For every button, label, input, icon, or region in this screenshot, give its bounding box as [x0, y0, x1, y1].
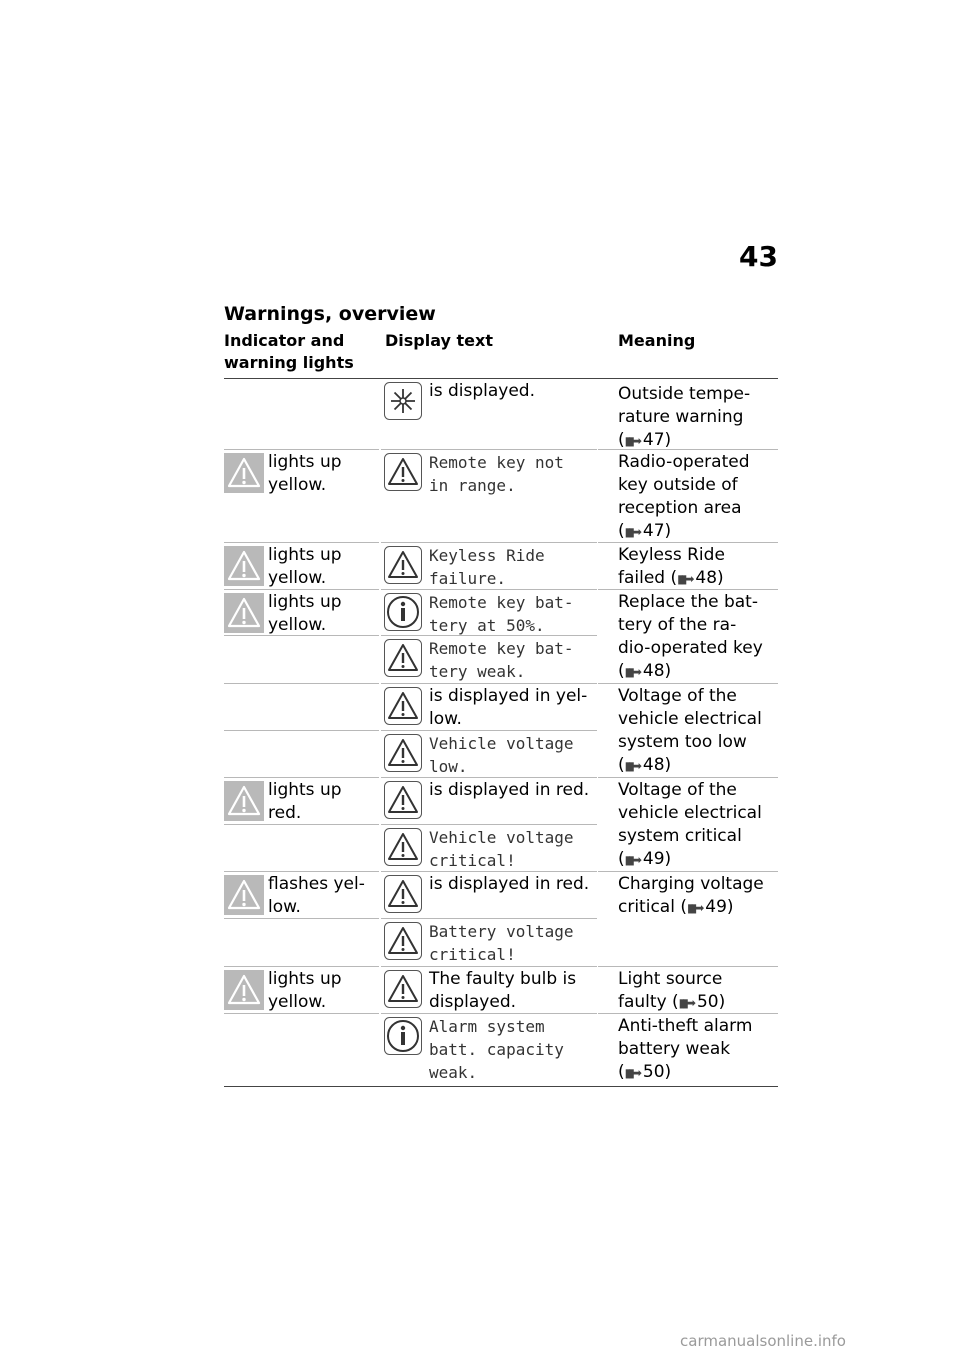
row-separator: [224, 777, 379, 778]
indicator-line: yellow.: [268, 615, 327, 635]
page-ref-arrow-icon: ▮▮➡: [624, 759, 639, 773]
meaning-text: [618, 383, 750, 453]
display-line: critical!: [429, 851, 516, 870]
meaning-line: failed (▮▮➡ 48): [618, 568, 724, 588]
display-line: batt. capacity: [429, 1040, 564, 1059]
meaning-line: Voltage of the: [618, 686, 737, 706]
warning-triangle-icon: [384, 875, 422, 913]
warning-triangle-icon: [384, 546, 422, 584]
row-separator: [381, 635, 597, 636]
row-separator: [381, 589, 597, 590]
row-separator: [381, 1013, 597, 1014]
page-ref-arrow-icon: ▮▮➡: [624, 434, 639, 448]
meaning-text: [618, 1015, 752, 1085]
page-ref-arrow-icon: ▮▮➡: [677, 572, 692, 586]
row-separator: [598, 449, 778, 450]
meaning-line: critical (▮▮➡ 49): [618, 897, 734, 917]
warning-light-icon: [224, 970, 262, 1008]
meaning-line: Radio-operated: [618, 452, 750, 472]
row-separator: [381, 730, 597, 731]
meaning-line: (▮▮➡ 49): [618, 849, 672, 869]
row-separator: [224, 871, 379, 872]
warning-triangle-icon: [384, 922, 422, 960]
display-line: Remote key bat-: [429, 639, 574, 658]
header-indicator-line1: Indicator and: [224, 331, 345, 350]
row-separator: [224, 824, 379, 825]
page-ref-arrow-icon: ▮▮➡: [624, 525, 639, 539]
display-line: tery weak.: [429, 662, 526, 681]
indicator-text: [268, 451, 342, 497]
row-separator: [598, 1013, 778, 1014]
header-display-text: Display text: [385, 331, 493, 350]
warning-triangle-icon: [384, 970, 422, 1008]
indicator-text: [268, 544, 342, 590]
display-line: tery at 50%.: [429, 616, 545, 635]
row-separator: [381, 918, 597, 919]
meaning-line: vehicle electrical: [618, 709, 762, 729]
meaning-line: system critical: [618, 826, 742, 846]
meaning-text: [618, 451, 750, 544]
meaning-line: tery of the ra-: [618, 615, 737, 635]
indicator-line: low.: [268, 897, 301, 917]
indicator-text: [268, 968, 342, 1014]
warning-triangle-icon: [384, 453, 422, 491]
meaning-line: (▮▮➡ 47): [618, 430, 672, 450]
meaning-line: Charging voltage: [618, 874, 764, 894]
meaning-line: (▮▮➡ 47): [618, 521, 672, 541]
display-text: [429, 544, 545, 590]
warning-light-icon: [224, 453, 262, 491]
row-separator: [224, 730, 379, 731]
header-indicator: [224, 330, 354, 374]
display-line: Vehicle voltage: [429, 828, 574, 847]
warning-light-icon: [224, 875, 262, 913]
page-ref-arrow-icon: ▮▮➡: [686, 901, 702, 915]
display-line: is displayed in red.: [429, 780, 590, 800]
meaning-text: [618, 544, 725, 591]
row-separator: [381, 777, 597, 778]
display-line: displayed.: [429, 992, 517, 1012]
row-separator: [381, 871, 597, 872]
row-separator: [224, 683, 379, 684]
meaning-text: [618, 968, 725, 1015]
display-line: critical!: [429, 945, 516, 964]
warning-triangle-icon: [384, 734, 422, 772]
display-line: Remote key not: [429, 453, 564, 472]
meaning-line: faulty (▮▮➡ 50): [618, 992, 726, 1012]
display-line: weak.: [429, 1063, 478, 1082]
display-text: [429, 637, 574, 683]
display-line: Battery voltage: [429, 922, 574, 941]
warning-triangle-icon: [384, 781, 422, 819]
meaning-line: Light source: [618, 969, 723, 989]
meaning-line: reception area: [618, 498, 742, 518]
meaning-line: (▮▮➡ 50): [618, 1062, 672, 1082]
meaning-line: dio-operated key: [618, 638, 763, 658]
display-line: Vehicle voltage: [429, 734, 574, 753]
row-separator: [381, 683, 597, 684]
row-separator: [224, 589, 379, 590]
row-separator: [381, 449, 597, 450]
indicator-line: lights up: [268, 545, 342, 565]
meaning-line: Keyless Ride: [618, 545, 725, 565]
display-line: is displayed.: [429, 381, 536, 401]
display-text: [429, 873, 589, 896]
indicator-text: [268, 591, 342, 637]
display-line: Keyless Ride: [429, 546, 545, 565]
info-icon: [384, 1017, 422, 1055]
row-separator: [598, 966, 778, 967]
meaning-text: [618, 591, 763, 684]
row-separator: [381, 966, 597, 967]
indicator-line: yellow.: [268, 568, 327, 588]
warning-triangle-icon: [384, 639, 422, 677]
meaning-line: Anti-theft alarm: [618, 1016, 753, 1036]
warning-triangle-icon: [384, 687, 422, 725]
row-separator: [598, 871, 778, 872]
display-text: [429, 968, 576, 1014]
page-ref-arrow-icon: ▮▮➡: [678, 996, 693, 1010]
info-icon: [384, 593, 422, 631]
table-bottom-rule: [224, 1086, 778, 1087]
display-text: [429, 779, 589, 802]
page-number: 43: [739, 240, 778, 273]
indicator-line: yellow.: [268, 992, 327, 1012]
display-line: in range.: [429, 476, 516, 495]
section-title: Warnings, overview: [224, 303, 436, 325]
meaning-line: rature warning: [618, 407, 744, 427]
meaning-line: Replace the bat-: [618, 592, 758, 612]
meaning-text: [618, 779, 762, 872]
display-text: [429, 685, 587, 731]
row-separator: [598, 777, 778, 778]
meaning-line: (▮▮➡ 48): [618, 755, 672, 775]
page-ref-arrow-icon: ▮▮➡: [624, 665, 639, 679]
warning-triangle-icon: [384, 828, 422, 866]
row-separator: [224, 1013, 379, 1014]
row-separator: [381, 542, 597, 543]
indicator-text: [268, 779, 342, 825]
header-indicator-line2: warning lights: [224, 353, 354, 372]
warning-light-icon: [224, 593, 262, 631]
display-text: [429, 826, 574, 872]
row-separator: [224, 966, 379, 967]
display-line: is displayed in yel-: [429, 686, 588, 706]
meaning-line: vehicle electrical: [618, 803, 762, 823]
row-separator: [224, 918, 379, 919]
meaning-text: [618, 685, 762, 778]
meaning-line: key outside of: [618, 475, 738, 495]
meaning-line: (▮▮➡ 48): [618, 661, 672, 681]
indicator-line: lights up: [268, 780, 342, 800]
header-meaning: Meaning: [618, 331, 696, 350]
warning-light-icon: [224, 546, 262, 584]
row-separator: [381, 824, 597, 825]
display-text: [429, 1015, 564, 1084]
display-line: is displayed in red.: [429, 874, 590, 894]
display-text: [429, 591, 574, 637]
meaning-line: system too low: [618, 732, 747, 752]
header-rule: [224, 378, 778, 379]
indicator-line: lights up: [268, 592, 342, 612]
indicator-line: yellow.: [268, 475, 327, 495]
display-text: [429, 920, 574, 966]
indicator-line: lights up: [268, 969, 342, 989]
indicator-line: lights up: [268, 452, 342, 472]
display-text: [429, 380, 535, 403]
meaning-line: Voltage of the: [618, 780, 737, 800]
meaning-text: [618, 873, 764, 920]
indicator-line: red.: [268, 803, 302, 823]
indicator-text: [268, 873, 365, 919]
display-text: [429, 451, 564, 497]
display-text: [429, 732, 574, 778]
watermark: carmanualsonline.info: [680, 1332, 846, 1350]
page-ref-arrow-icon: ▮▮➡: [624, 853, 639, 867]
display-line: low.: [429, 709, 462, 729]
row-separator: [598, 589, 778, 590]
display-line: Alarm system: [429, 1017, 545, 1036]
display-line: Remote key bat-: [429, 593, 574, 612]
row-separator: [224, 635, 379, 636]
warning-light-icon: [224, 781, 262, 819]
meaning-line: battery weak: [618, 1039, 731, 1059]
row-separator: [224, 449, 379, 450]
indicator-line: flashes yel-: [268, 874, 365, 894]
display-line: failure.: [429, 569, 507, 588]
display-line: low.: [429, 757, 468, 776]
row-separator: [598, 542, 778, 543]
meaning-line: Outside tempe-: [618, 384, 751, 404]
row-separator: [598, 683, 778, 684]
row-separator: [224, 542, 379, 543]
display-line: The faulty bulb is: [429, 969, 577, 989]
snowflake-icon: [384, 382, 422, 420]
page-ref-arrow-icon: ▮▮➡: [624, 1066, 639, 1080]
